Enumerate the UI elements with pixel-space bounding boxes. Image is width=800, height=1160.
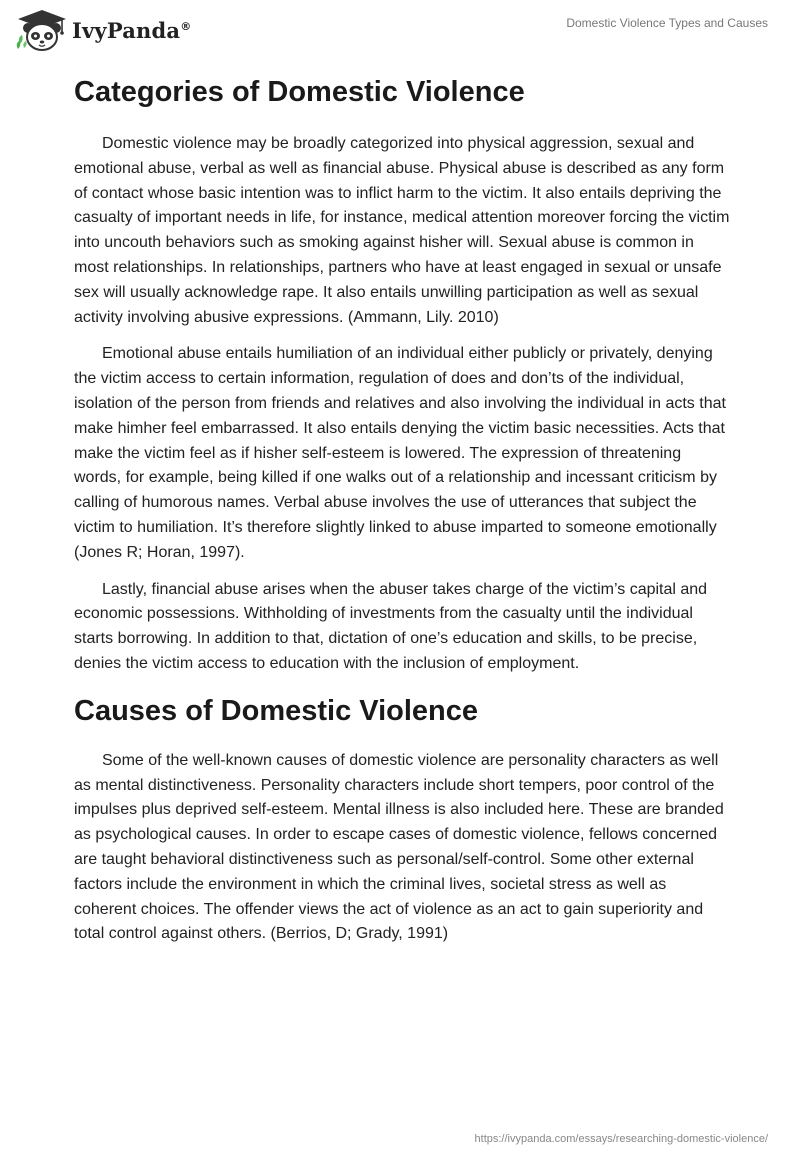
paragraph: Emotional abuse entails humiliation of an individual either publicly or privately, denying the victim access to certain information, regulation of does and don’ts of the individual, isolation of the person from friends and relatives and also involving the individual in acts that make himher feel embarrassed. It also entails denying the victim basic necessities. Acts that make the victim feel as if hisher self-esteem is lowered. The expression of threatening words, for example, being killed if one walks out of a relationship and incessant criticism by calling of humorous names. Verbal abuse involves the use of utterances that subject the victim to humiliation. It’s therefore slightly linked to abuse imparted to someone emotionally (Jones R; Horan, 1997). — [74, 345, 726, 561]
registered-mark: ® — [180, 19, 192, 33]
panda-graduate-icon — [16, 8, 68, 52]
section-heading-categories: Categories of Domestic Violence — [74, 76, 525, 108]
paragraph: Lastly, financial abuse arises when the abuser takes charge of the victim’s capital and economic possessions. Withholding of investments from the casualty until the individual starts borrowing. In addition to that, dictation of one’s education and skills, to be precise, denies the victim access to education with the inclusion of employment. — [74, 580, 708, 672]
paragraph: Domestic violence may be broadly categorized into physical aggression, sexual and emotional abuse, verbal as well as financial abuse. Physical abuse is described as any form of contact whose basic intention was to inflict harm to the victim. It also entails depriving the casualty of important needs in life, for instance, medical attention moreover forcing the victim into uncouth behaviors such as smoking against hisher will. Sexual abuse is common in most relationships. In relationships, partners who have at least engaged in sexual or unsafe sex will usually acknowledge rape. It also entails unwilling participation as well as sexual activity involving abusive expressions. (Ammann, Lily. 2010) — [74, 135, 730, 326]
essay-content — [74, 70, 730, 959]
page-header — [0, 0, 800, 60]
logo-text: IvyPanda® — [72, 17, 192, 43]
source-url[interactable]: https://ivypanda.com/essays/researching-domestic-violence/ — [474, 1133, 768, 1145]
section-heading-causes: Causes of Domestic Violence — [74, 694, 479, 727]
paragraph: Some of the well-known causes of domestic violence are personality characters as well as mental distinctiveness. Personality characters include short tempers, poor control of the impulses plus deprived self-esteem. Mental illness is also included here. These are branded as psychological causes. In order to escape cases of domestic violence, fellows concerned are taught behavioral distinctiveness such as personal/self-control. Some other external factors include the environment in which the criminal lives, societal stress as well as coherent choices. The offender views the act of violence as an act to gain superiority and total control against others. (Berrios, D; Grady, 1991) — [74, 751, 724, 943]
document-title: Domestic Violence Types and Causes — [566, 16, 768, 30]
logo[interactable] — [16, 8, 191, 52]
